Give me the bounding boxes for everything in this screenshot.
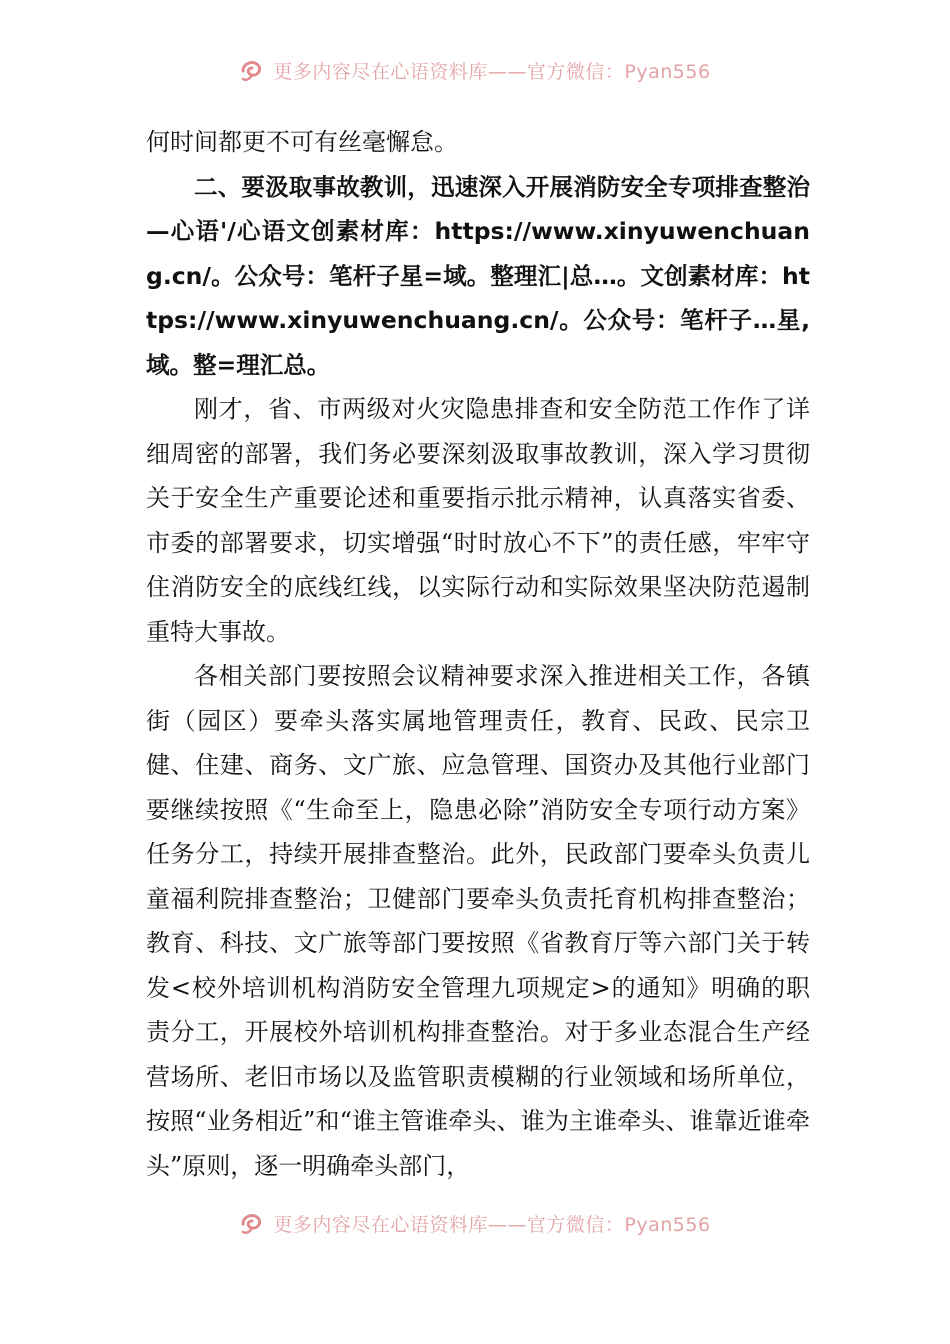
watermark-header bbox=[0, 50, 950, 90]
paragraph-2: 各相关部门要按照会议精神要求深入推进相关工作，各镇街（园区）要牵头落实属地管理责任，教育、民政、民宗卫健、住建、商务、文广旅、应急管理、国资办及其他行业部门要继续按照《“生命至上，隐患必除”消防安全专项行动方案》任务分工，持续开展排查整治。此外，民政部门要牵头负责儿童福利院排查整治；卫健部门要牵头负责托育机构排查整治；教育、科技、文广旅等部门要按照《省教育厅等六部门关于转发<校外培训机构消防安全管理九项规定>的通知》明确的职责分工，开展校外培训机构排查整治。对于多业态混合生产经营场所、老旧市场以及监管职责模糊的行业领域和场所单位，按照“业务相近”和“谁主管谁牵头、谁为主谁牵头、谁靠近谁牵头”原则，逐一明确牵头部门， bbox=[146, 662, 810, 1180]
paragraph-1: 刚才，省、市两级对火灾隐患排查和安全防范工作作了详细周密的部署，我们务必要深刻汲取事故教训，深入学习贯彻关于安全生产重要论述和重要指示批示精神，认真落实省委、市委的部署要求，切实增强“时时放心不下”的责任感，牢牢守住消防安全的底线红线，以实际行动和实际效果坚决防范遏制重特大事故。 bbox=[146, 395, 810, 646]
section-heading: 二、要汲取事故教训，迅速深入开展消防安全专项排查整治—心语'/心语文创素材库：https://www.xinyuwenchuang.cn/。公众号：笔杆子星=域。整理汇|总…。文创素材库：https://www.xinyuwenchuang.cn/。公众号：笔杆子…星,域。整=理汇总。 bbox=[146, 172, 810, 379]
swirl-logo-icon bbox=[239, 57, 265, 83]
paragraph-continued: 何时间都更不可有丝毫懈怠。 bbox=[146, 128, 458, 156]
watermark-text: 更多内容尽在心语资料库——官方微信：Pyan556 bbox=[273, 60, 711, 83]
swirl-logo-icon bbox=[239, 1210, 265, 1236]
watermark-text: 更多内容尽在心语资料库——官方微信：Pyan556 bbox=[273, 1213, 711, 1236]
watermark-footer bbox=[0, 1203, 950, 1243]
document-body bbox=[146, 120, 810, 1188]
